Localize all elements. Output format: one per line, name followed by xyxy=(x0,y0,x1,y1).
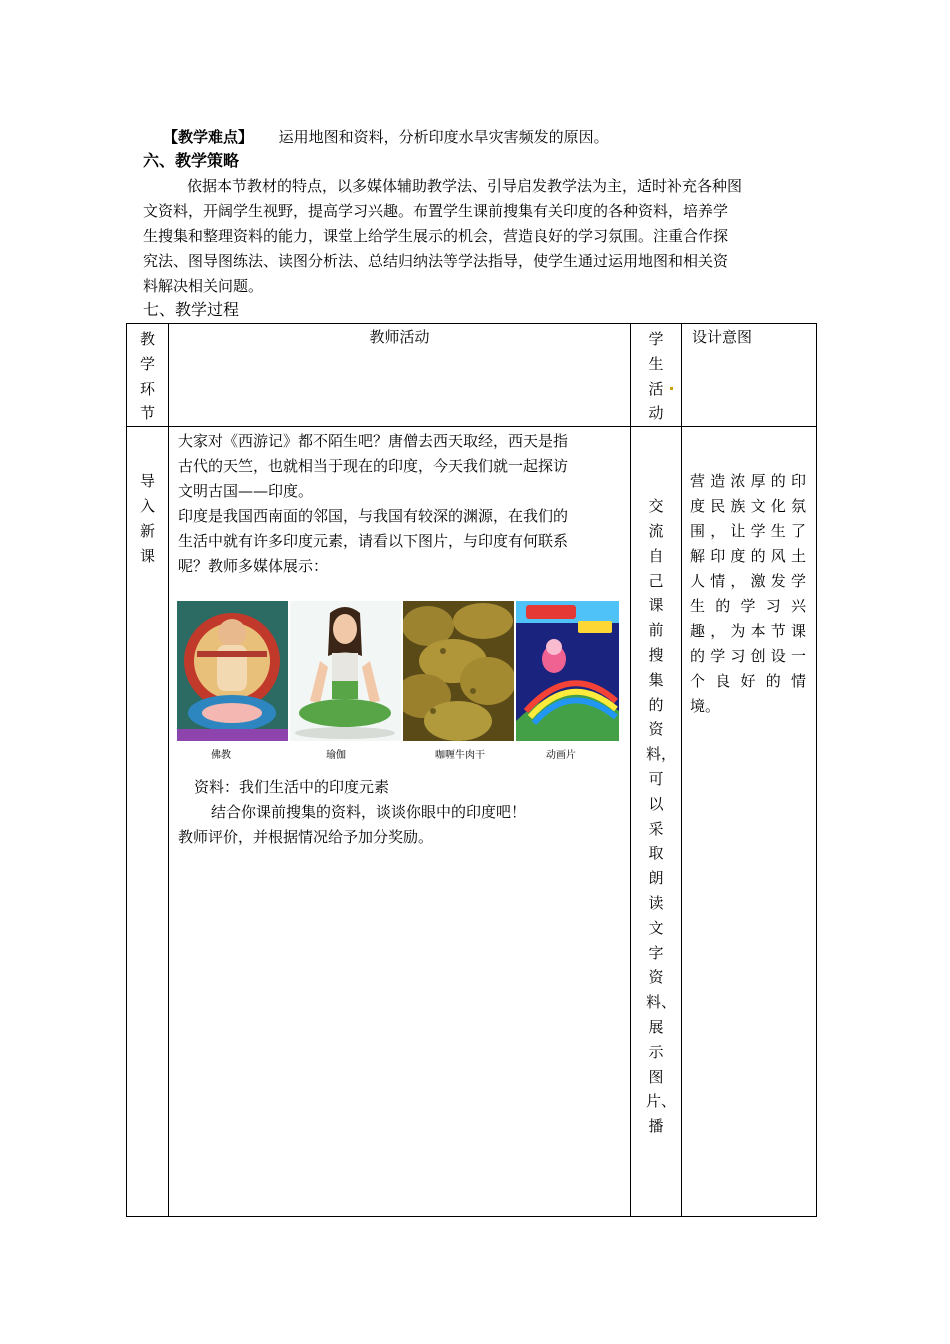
stage-cell: 导入新课 xyxy=(127,427,169,1217)
material-caption: 资料：我们生活中的印度元素 xyxy=(194,778,390,797)
section6-line-1: 依据本节教材的特点，以多媒体辅助教学法、引导启发教学法为主，适时补充各种图 xyxy=(187,177,743,195)
teacher-line-5: 生活中就有许多印度元素，请看以下图片，与印度有何联系 xyxy=(178,532,569,551)
difficulty-line xyxy=(163,127,609,147)
teacher-line-6: 呢？教师多媒体展示： xyxy=(178,557,329,576)
difficulty-text: 运用地图和资料，分析印度水旱灾害频发的原因。 xyxy=(278,128,609,146)
teacher-line-3: 文明古国——印度。 xyxy=(178,482,314,501)
section6-heading: 六、教学策略 xyxy=(143,151,240,170)
caption-buddhism: 佛教 xyxy=(211,750,231,762)
student-cell: 交流自己课前搜集的资料，可以采取朗读文字资料、展示图片、播 xyxy=(631,427,682,1217)
section6-line-5: 料解决相关问题。 xyxy=(143,277,264,295)
teacher-cell xyxy=(169,427,631,1217)
teacher-line-2: 古代的天竺，也就相当于现在的印度，今天我们就一起探访 xyxy=(178,457,569,476)
teacher-evaluation: 教师评价，并根据情况给予加分奖励。 xyxy=(178,828,434,847)
intent-cell xyxy=(682,427,817,1217)
header-intent: 设计意图 xyxy=(682,324,817,427)
header-student: 学生活动 xyxy=(631,324,682,427)
difficulty-tag: 【教学难点】 xyxy=(163,128,254,146)
india-elements-gallery xyxy=(177,601,619,762)
teaching-process-table xyxy=(126,323,817,1217)
section6-line-3: 生搜集和整理资料的能力，课堂上给学生展示的机会，营造良好的学习氛围。注重合作探 xyxy=(143,227,729,245)
teacher-line-4: 印度是我国西南面的邻国，与我国有较深的渊源，在我们的 xyxy=(178,507,569,526)
section7-heading: 七、教学过程 xyxy=(143,300,240,319)
section6-line-2: 文资料，开阔学生视野，提高学习兴趣。布置学生课前搜集有关印度的各种资料，培养学 xyxy=(143,202,729,220)
curry-beef-jerky-image xyxy=(403,601,514,741)
buddhism-thangka-image xyxy=(177,601,288,741)
dot-mark xyxy=(670,387,673,390)
design-intent: 营造浓厚的印 度民族文化氛 围，让学生了 解印度的风土 人情，激发学 生的学习兴 趣，为本节课 的学习创设一 个良好的情 境。 xyxy=(690,472,806,716)
caption-cartoon: 动画片 xyxy=(546,750,576,762)
cartoon-poster-image xyxy=(516,601,619,741)
yoga-woman-image xyxy=(290,601,401,741)
caption-yoga: 瑜伽 xyxy=(326,750,346,762)
teacher-line-1: 大家对《西游记》都不陌生吧？唐僧去西天取经，西天是指 xyxy=(178,432,569,451)
table-row xyxy=(127,427,817,1217)
section6-line-4: 究法、图导图练法、读图分析法、总结归纳法等学法指导，使学生通过运用地图和相关资 xyxy=(143,252,729,270)
header-teacher: 教师活动 xyxy=(169,324,631,427)
discussion-prompt: 结合你课前搜集的资料，谈谈你眼中的印度吧！ xyxy=(211,803,527,822)
table-header-row xyxy=(127,324,817,427)
caption-curry: 咖喱牛肉干 xyxy=(435,750,485,762)
header-stage: 教学环节 xyxy=(127,324,169,427)
